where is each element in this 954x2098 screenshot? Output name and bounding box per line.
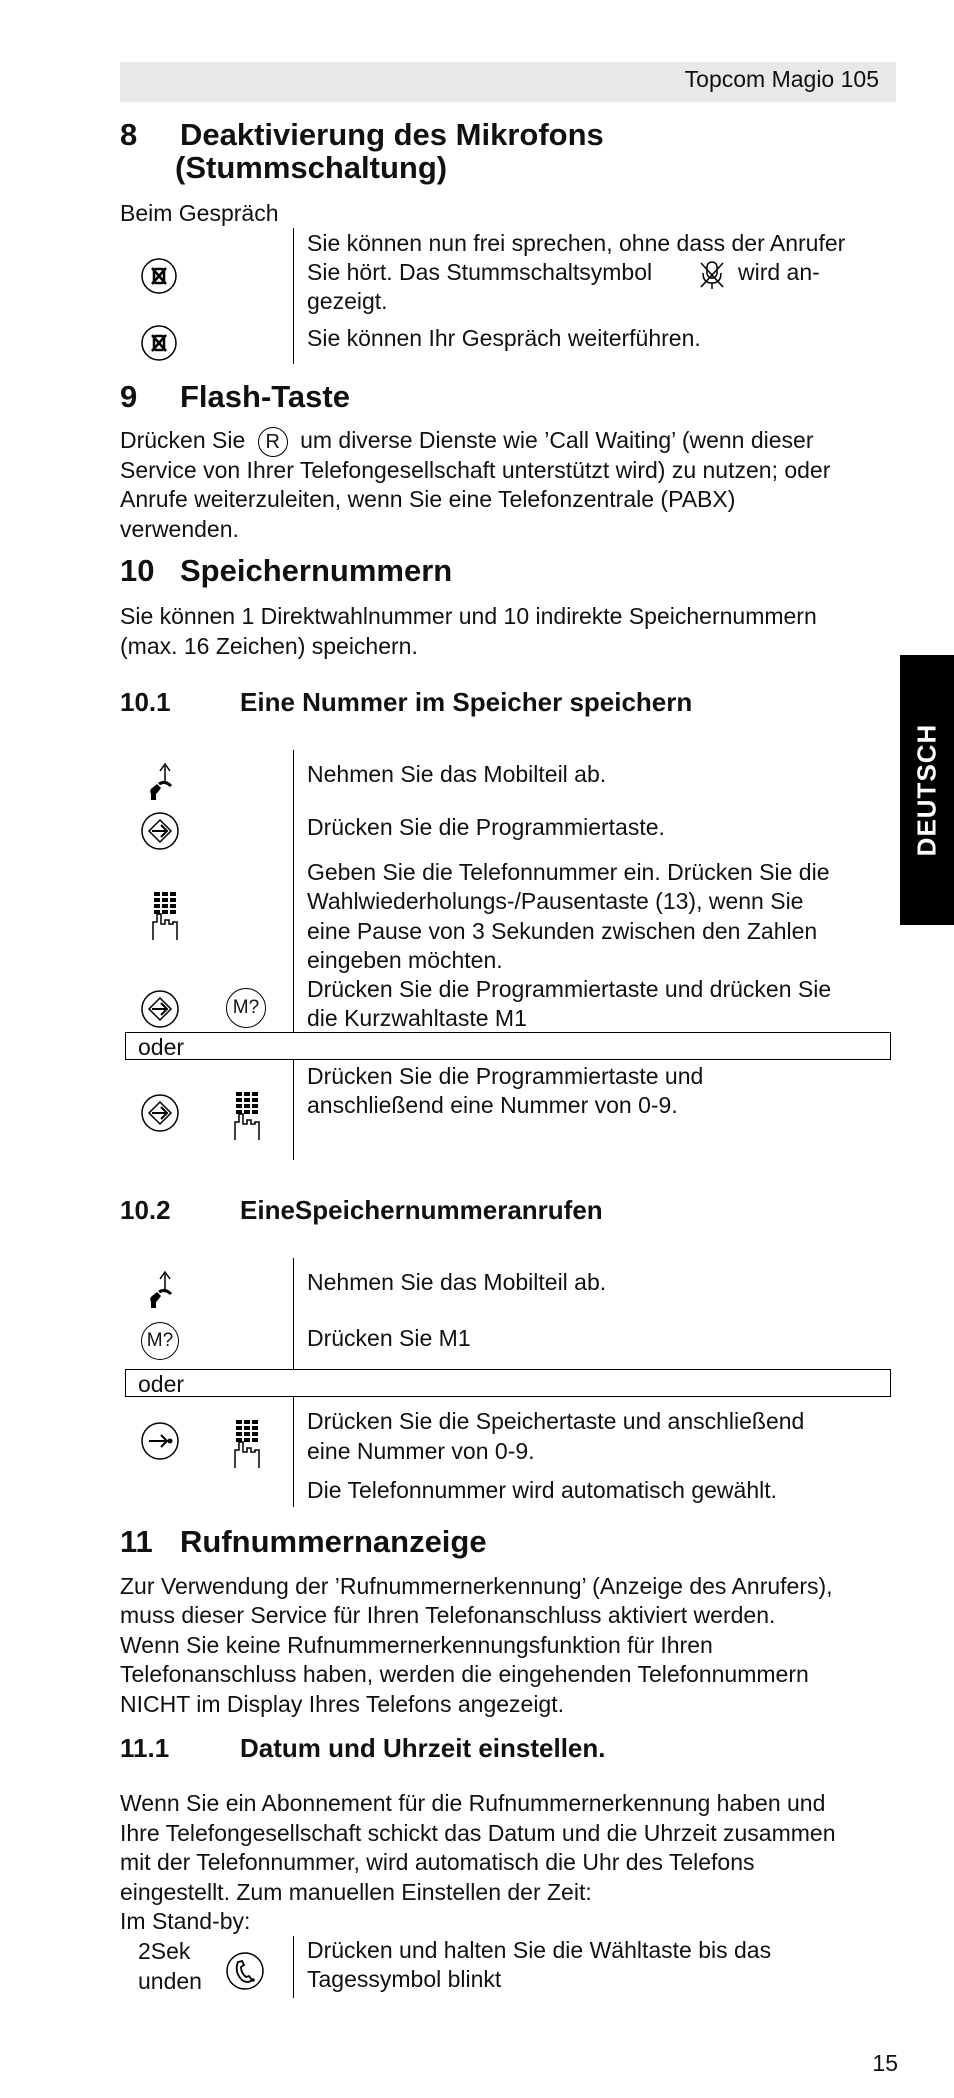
handset-off-hook-icon [143,760,179,804]
section-11-1-line3: mit der Telefonnummer, wird automatisch die Uhr des Telefons [120,1849,755,1875]
section-10-1-heading: 10.1 Eine Nummer im Speicher speichern [120,687,693,717]
section-11-line4: Telefonanschluss haben, werden die eingehenden Telefonnummern [120,1661,809,1687]
section-10-2-row4: Die Telefonnummer wird automatisch gewählt. [307,1477,778,1503]
table-divider [293,1060,294,1160]
keypad-icon [232,1418,268,1470]
program-key-icon [139,810,181,852]
section-10-1-row3-line2: Wahlwiederholungs-/Pausentaste (13), wenn Sie [307,888,804,914]
section-10-1-row1: Nehmen Sie das Mobilteil ab. [307,761,607,787]
section-10-2-row1: Nehmen Sie das Mobilteil ab. [307,1269,607,1295]
section-9-line2: Service von Ihrer Telefongesellschaft unterstützt wird) zu nutzen; oder [120,457,831,483]
r-key-icon: R [258,427,288,457]
section-8-heading: 8 Deaktivierung des Mikrofons [120,117,604,152]
section-10-1-row5-line1: Drücken Sie die Programmiertaste und [307,1063,704,1089]
page-number: 15 [872,2050,898,2076]
section-11-1-heading: 11.1 Datum und Uhrzeit einstellen. [120,1733,606,1763]
mute-key-icon [139,323,179,363]
section-9-heading: 9 Flash-Taste [120,379,350,414]
section-10-1-row4-line2: die Kurzwahltaste M1 [307,1005,527,1031]
section-11-1-row-line2: Tagessymbol blinkt [307,1966,502,1992]
section-9-line1: Drücken Sie R um diverse Dienste wie ’Call Waiting’ (wenn dieser [120,425,900,457]
table-divider [293,228,294,364]
section-10-2-row3-line2: eine Nummer von 0-9. [307,1438,535,1464]
section-10-1-row3-line4: eingeben möchten. [307,947,503,973]
language-tab-label: DEUTSCH [911,723,942,857]
or-divider-box: oder [125,1032,891,1060]
language-tab [900,655,954,925]
section-8-heading-line2: (Stummschaltung) [175,150,448,185]
section-11-1-line4: eingestellt. Zum manuellen Einstellen der Zeit: [120,1879,592,1905]
hold-duration-line1: 2Sek [138,1938,191,1964]
program-key-icon [139,1092,181,1134]
section-8-row2: Sie können Ihr Gespräch weiterführen. [307,325,701,351]
section-11-line1: Zur Verwendung der ’Rufnummernerkennung’ (Anzeige des Anrufers), [120,1573,833,1599]
table-divider [293,1397,294,1507]
section-10-1-row2: Drücken Sie die Programmiertaste. [307,814,665,840]
section-8-row1-line3: gezeigt. [307,288,388,314]
section-8-row1-line2a: Sie hört. Das Stummschaltsymbol [307,259,653,285]
section-10-1-row3-line1: Geben Sie die Telefonnummer ein. Drücken Sie die [307,859,830,885]
keypad-icon [150,890,186,942]
section-11-line3: Wenn Sie keine Rufnummernerkennungsfunktion für Ihren [120,1632,713,1658]
memory-m-key-icon: M? [141,1322,179,1360]
program-key-icon [139,988,181,1030]
section-10-line2: (max. 16 Zeichen) speichern. [120,633,418,659]
memory-recall-key-icon [139,1420,181,1462]
dial-key-phone-icon [224,1950,266,1992]
section-11-line2: muss dieser Service für Ihren Telefonanschluss aktiviert werden. [120,1602,776,1628]
section-10-line1: Sie können 1 Direktwahlnummer und 10 indirekte Speichernummern [120,603,817,629]
section-11-1-line1: Wenn Sie ein Abonnement für die Rufnummernerkennung haben und [120,1790,826,1816]
section-10-heading: 10 Speichernummern [120,553,453,588]
section-11-heading: 11 Rufnummernanzeige [120,1524,487,1559]
handset-off-hook-icon [143,1268,179,1312]
memory-m-key-icon: M? [226,988,266,1028]
section-10-1-row4-line1: Drücken Sie die Programmiertaste und drücken Sie [307,976,832,1002]
section-10-2-heading: 10.2 EineSpeichernummeranrufen [120,1195,603,1225]
section-10-1-row5-line2: anschließend eine Nummer von 0-9. [307,1092,678,1118]
table-divider [293,1936,294,1998]
section-8-row1-line1: Sie können nun frei sprechen, ohne dass der Anrufer [307,230,846,256]
section-10-2-row2: Drücken Sie M1 [307,1325,471,1351]
section-11-1-line2: Ihre Telefongesellschaft schickt das Datum und die Uhrzeit zusammen [120,1820,836,1846]
section-10-2-row3-line1: Drücken Sie die Speichertaste und anschließend [307,1408,805,1434]
table-divider [293,1258,294,1370]
section-9-line4: verwenden. [120,516,239,542]
section-11-1-line5: Im Stand-by: [120,1908,251,1934]
section-10-1-row3-line3: eine Pause von 3 Sekunden zwischen den Zahlen [307,918,818,944]
section-9-line3: Anrufe weiterzuleiten, wenn Sie eine Telefonzentrale (PABX) [120,486,736,512]
or-divider-box: oder [125,1369,891,1397]
table-divider [293,750,294,1032]
section-8-intro: Beim Gespräch [120,200,279,226]
header-title: Topcom Magio 105 [684,66,879,92]
hold-duration-line2: unden [138,1968,202,1994]
keypad-icon [232,1090,268,1142]
section-8-row1-line2b: wird an- [738,259,820,285]
section-11-line5: NICHT im Display Ihres Telefons angezeigt. [120,1691,565,1717]
section-11-1-row-line1: Drücken und halten Sie die Wähltaste bis das [307,1937,772,1963]
mute-key-icon [139,256,179,296]
